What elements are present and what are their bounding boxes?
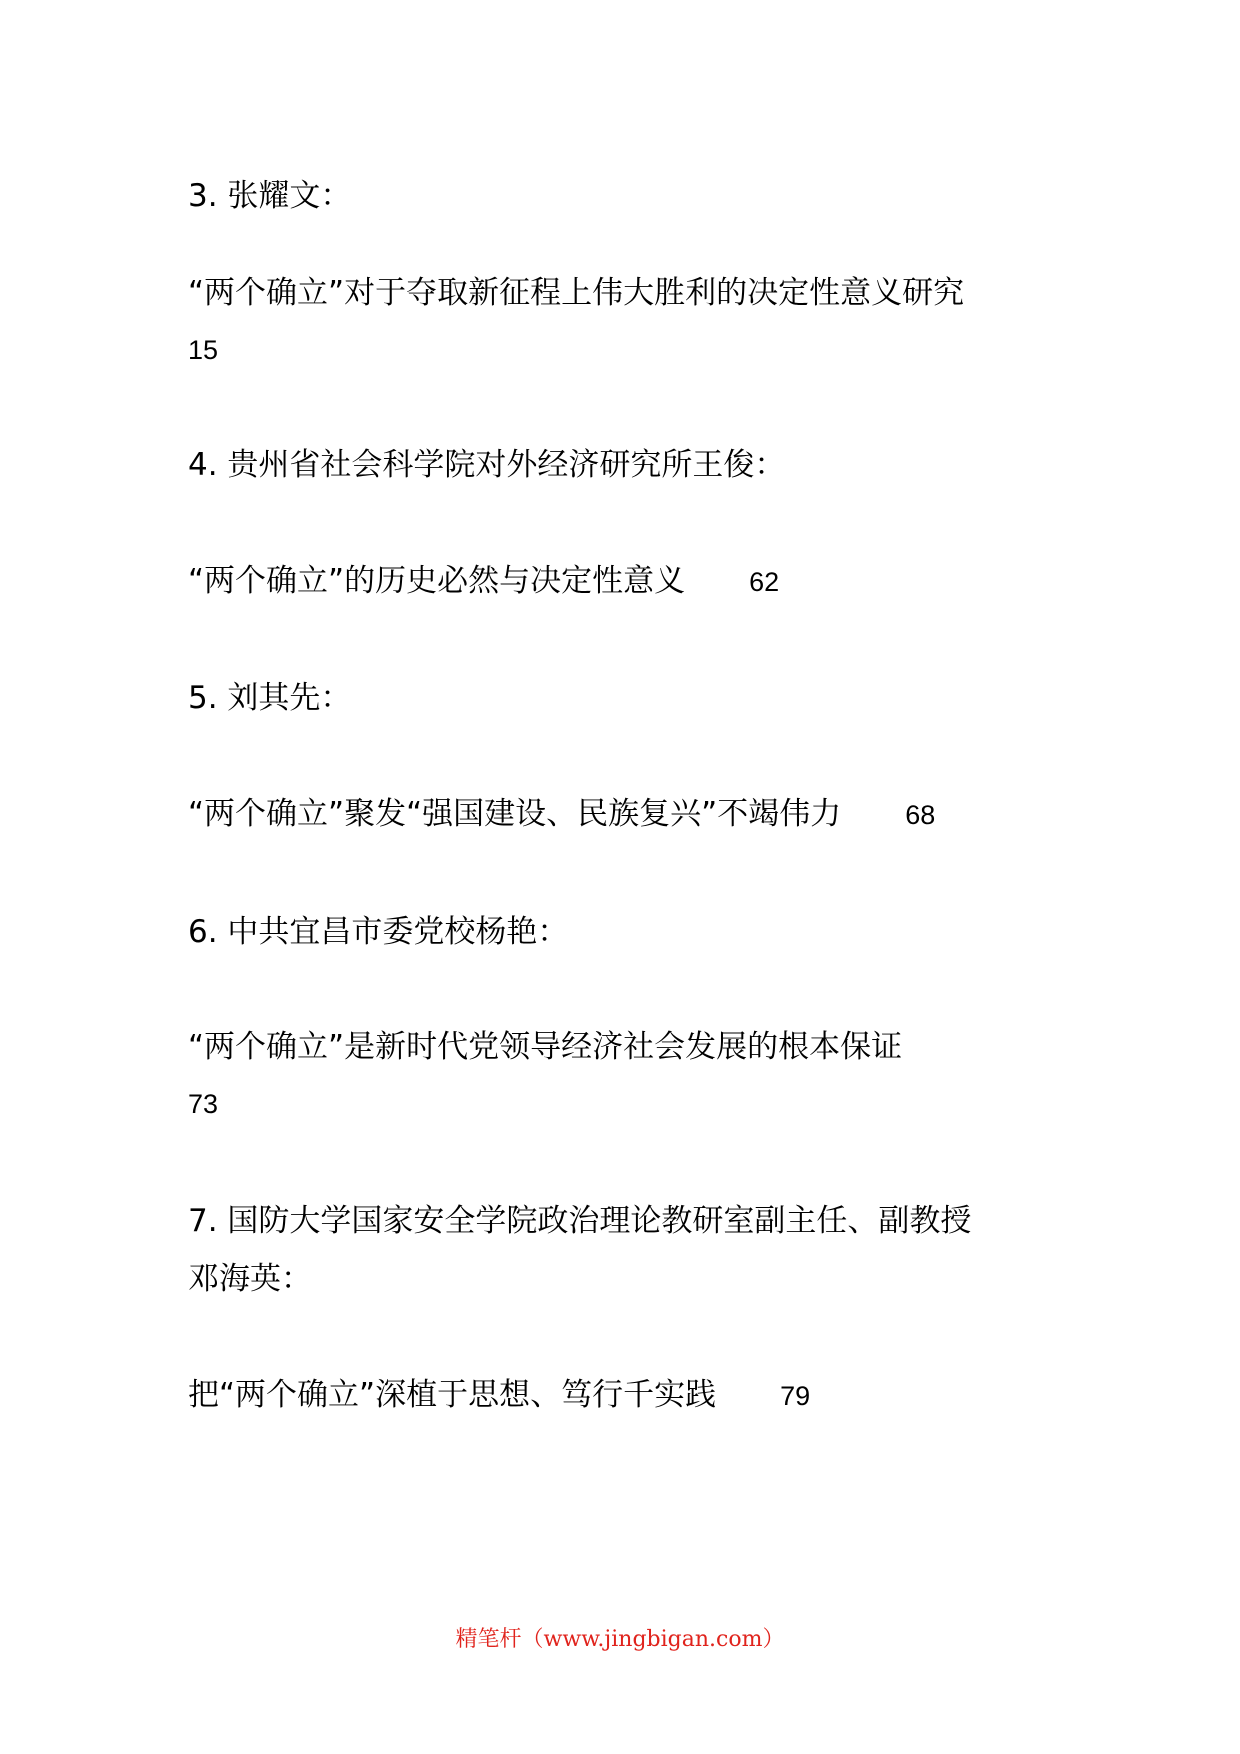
entry-page-number <box>188 320 218 379</box>
page-number: 15 <box>188 335 219 365</box>
entry-title-row <box>188 552 779 611</box>
entry-title: 把“两个确立”深植于思想、笃行千实践 <box>188 1377 717 1413</box>
entry-title: “两个确立”是新时代党领导经济社会发展的根本保证 <box>188 1029 903 1065</box>
entry-page-number <box>188 1074 218 1133</box>
footer-watermark: 精笔杆（www.jingbigan.com） <box>455 1627 785 1652</box>
entry-author: 7. 国防大学国家安全学院政治理论教研室副主任、副教授 <box>188 1203 972 1239</box>
entry-title-row <box>188 1366 810 1425</box>
entry-title: “两个确立”聚发“强国建设、民族复兴”不竭伟力 <box>188 796 842 832</box>
entry-title-row <box>188 785 935 844</box>
entry-author: 5. 刘其先： <box>188 680 352 716</box>
entry-author: 4. 贵州省社会科学院对外经济研究所王俊： <box>188 447 786 483</box>
entry-author: 3. 张耀文： <box>188 178 352 214</box>
entry-author: 6. 中共宜昌市委党校杨艳： <box>188 914 569 950</box>
page-number: 73 <box>188 1089 219 1119</box>
entry-title: “两个确立”的历史必然与决定性意义 <box>188 563 686 599</box>
page-number: 68 <box>905 800 936 830</box>
entry-author-continued: 邓海英： <box>188 1261 312 1297</box>
page-number: 62 <box>749 567 780 597</box>
entry-title: “两个确立”对于夺取新征程上伟大胜利的决定性意义研究 <box>188 275 965 311</box>
page-number: 79 <box>780 1381 811 1411</box>
